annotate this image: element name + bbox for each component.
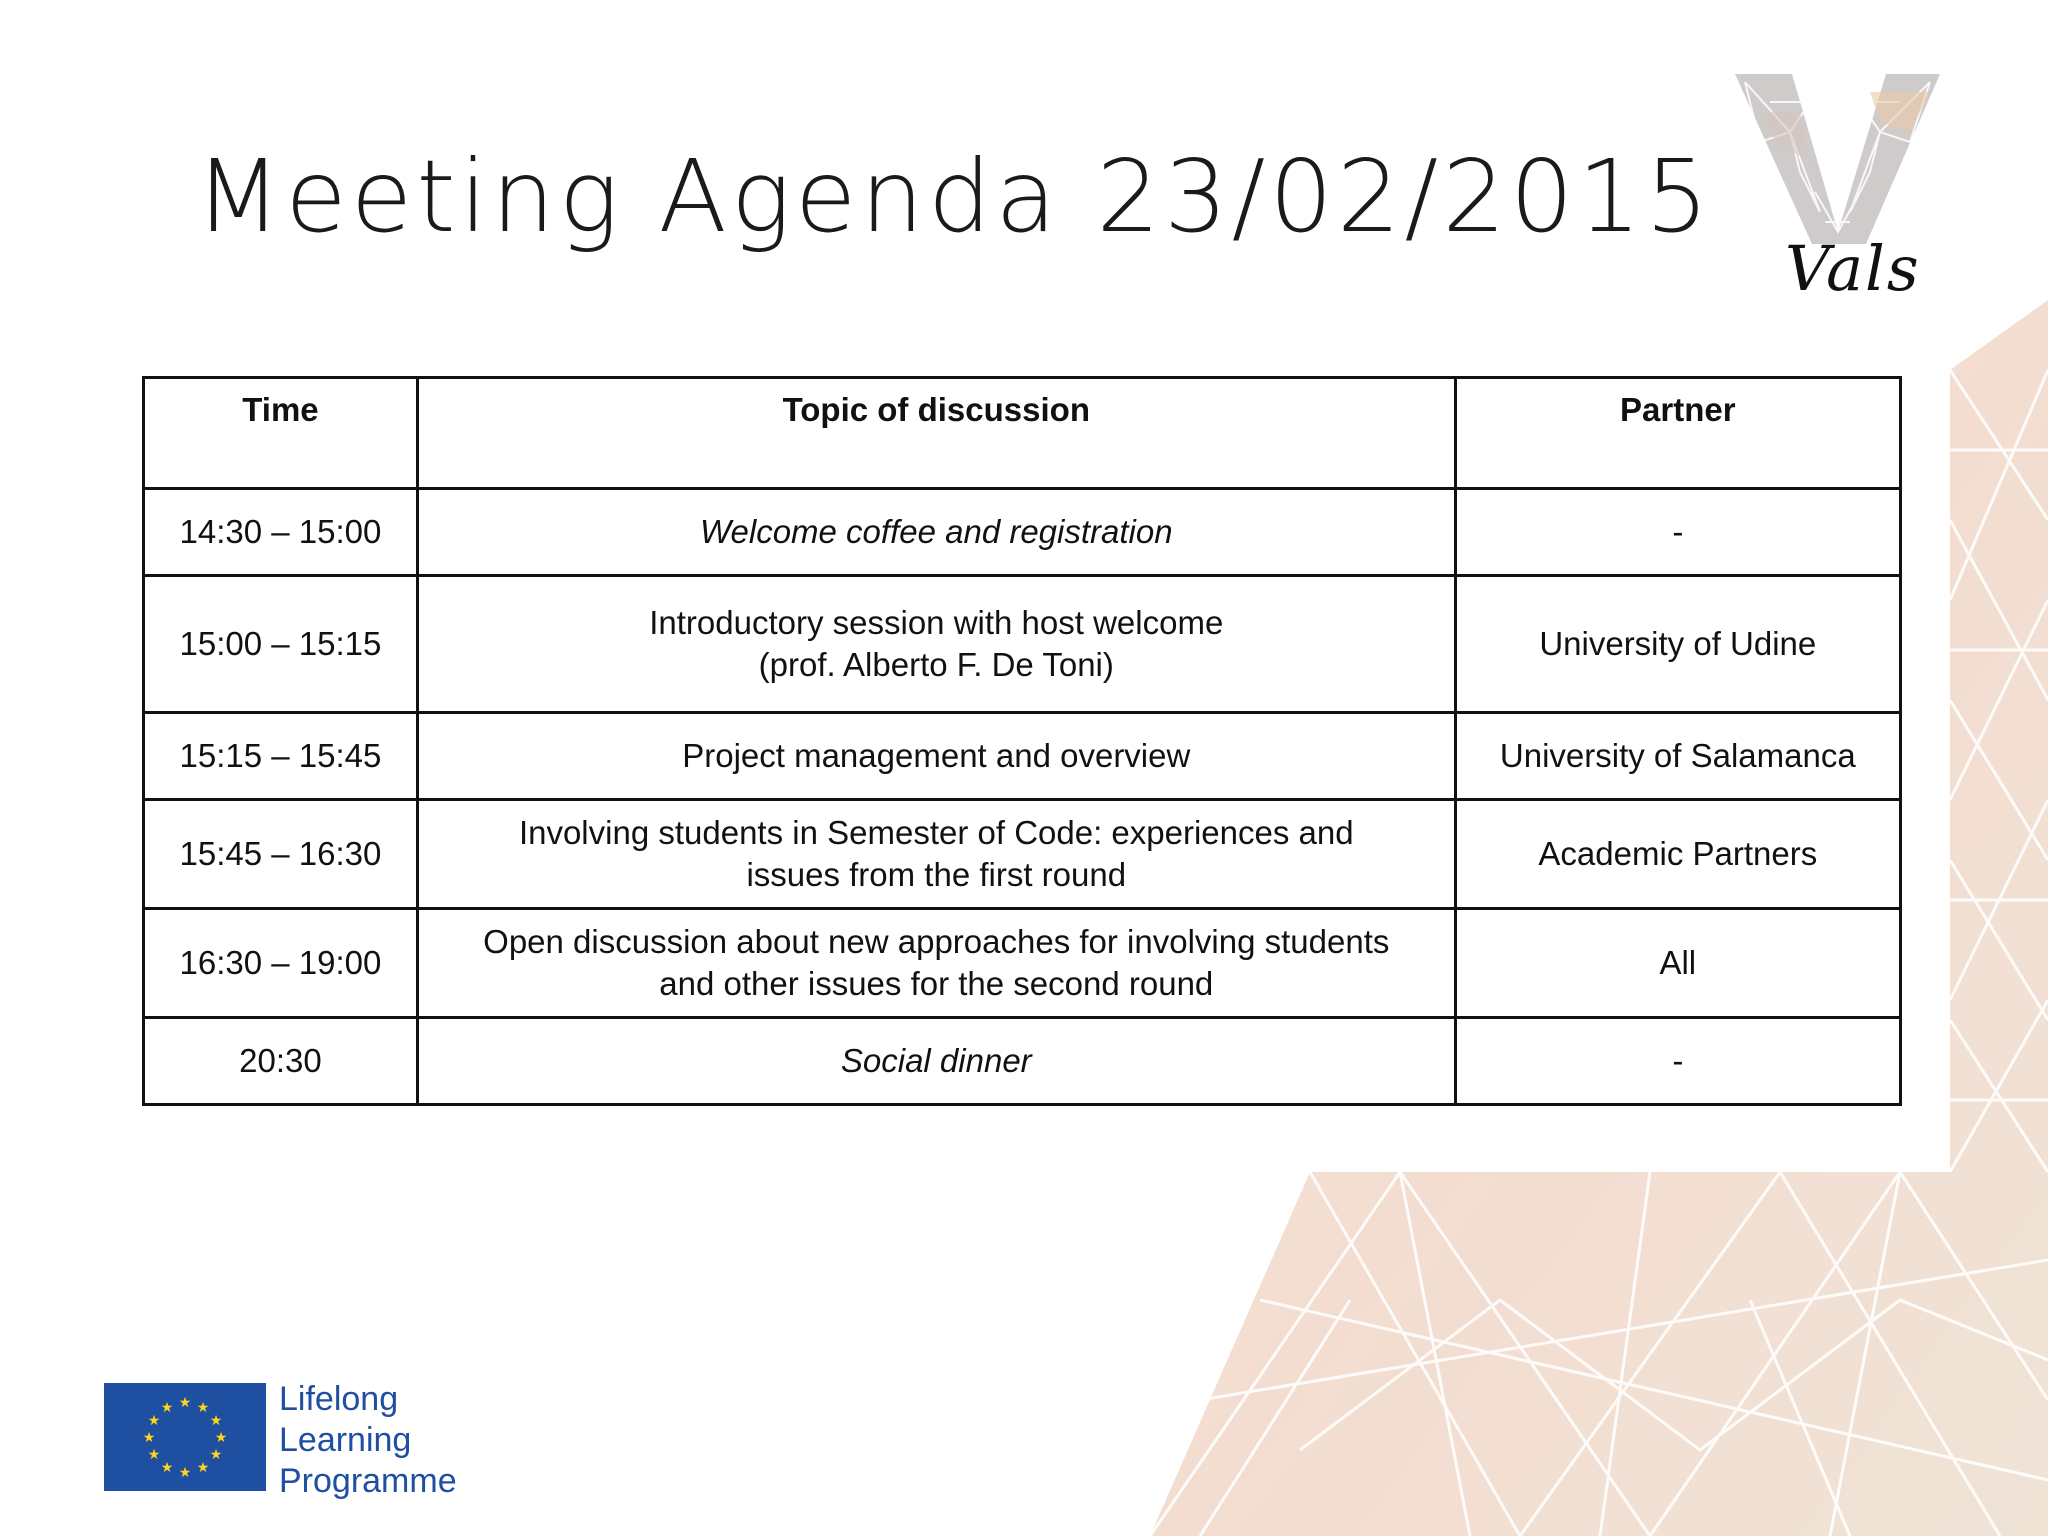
cell-topic — [417, 909, 1455, 1018]
cell-time: 16:30 – 19:00 — [144, 909, 418, 1018]
header-time: Time — [144, 378, 418, 489]
cell-topic — [417, 713, 1455, 800]
header-topic: Topic of discussion — [417, 378, 1455, 489]
page-title: Meeting Agenda 23/02/2015 — [195, 138, 1713, 255]
svg-text:★: ★ — [214, 1430, 228, 1446]
cell-topic — [417, 1018, 1455, 1105]
cell-time: 14:30 – 15:00 — [144, 489, 418, 576]
svg-text:★: ★ — [178, 1465, 192, 1481]
table-row — [144, 909, 1901, 1018]
programme-line: Programme — [279, 1462, 457, 1500]
table-header-row — [144, 378, 1901, 489]
header-partner: Partner — [1455, 378, 1900, 489]
cell-partner: All — [1455, 909, 1900, 1018]
topic-line: and other issues for the second round — [659, 965, 1214, 1002]
logo-wordmark: Vals — [1785, 232, 1921, 305]
table-row — [144, 489, 1901, 576]
topic-line: Welcome coffee and registration — [699, 513, 1173, 550]
table-row — [144, 1018, 1901, 1105]
topic-line: Project management and overview — [682, 737, 1191, 774]
cell-partner: University of Salamanca — [1455, 713, 1900, 800]
cell-time: 15:15 – 15:45 — [144, 713, 418, 800]
cell-partner: - — [1455, 1018, 1900, 1105]
cell-time: 15:45 – 16:30 — [144, 800, 418, 909]
svg-text:★: ★ — [147, 1447, 161, 1463]
eu-flag-icon — [104, 1383, 266, 1491]
svg-text:★: ★ — [147, 1413, 161, 1429]
topic-line: Involving students in Semester of Code: experiences and — [518, 814, 1354, 851]
cell-topic — [417, 800, 1455, 909]
svg-text:★: ★ — [178, 1395, 192, 1411]
svg-text:★: ★ — [142, 1430, 156, 1446]
svg-text:★: ★ — [196, 1400, 210, 1416]
svg-text:★: ★ — [196, 1460, 210, 1476]
topic-line: Introductory session with host welcome — [649, 604, 1224, 641]
cell-partner: Academic Partners — [1455, 800, 1900, 909]
cell-topic — [417, 576, 1455, 713]
programme-line: Lifelong — [279, 1380, 399, 1418]
svg-text:★: ★ — [160, 1460, 174, 1476]
cell-time: 15:00 – 15:15 — [144, 576, 418, 713]
svg-text:★: ★ — [209, 1447, 223, 1463]
cell-partner: University of Udine — [1455, 576, 1900, 713]
lifelong-learning-logo — [104, 1380, 484, 1500]
topic-line: (prof. Alberto F. De Toni) — [758, 646, 1114, 683]
programme-name — [279, 1379, 457, 1502]
table-row — [144, 713, 1901, 800]
table-row — [144, 576, 1901, 713]
cell-time: 20:30 — [144, 1018, 418, 1105]
svg-text:★: ★ — [209, 1413, 223, 1429]
topic-line: Social dinner — [840, 1042, 1032, 1079]
programme-line: Learning — [279, 1421, 412, 1459]
cell-topic — [417, 489, 1455, 576]
topic-line: issues from the first round — [746, 856, 1127, 893]
table-row — [144, 800, 1901, 909]
cell-partner: - — [1455, 489, 1900, 576]
topic-line: Open discussion about new approaches for involving students — [483, 923, 1390, 960]
svg-text:★: ★ — [160, 1400, 174, 1416]
agenda-table — [142, 376, 1902, 1106]
